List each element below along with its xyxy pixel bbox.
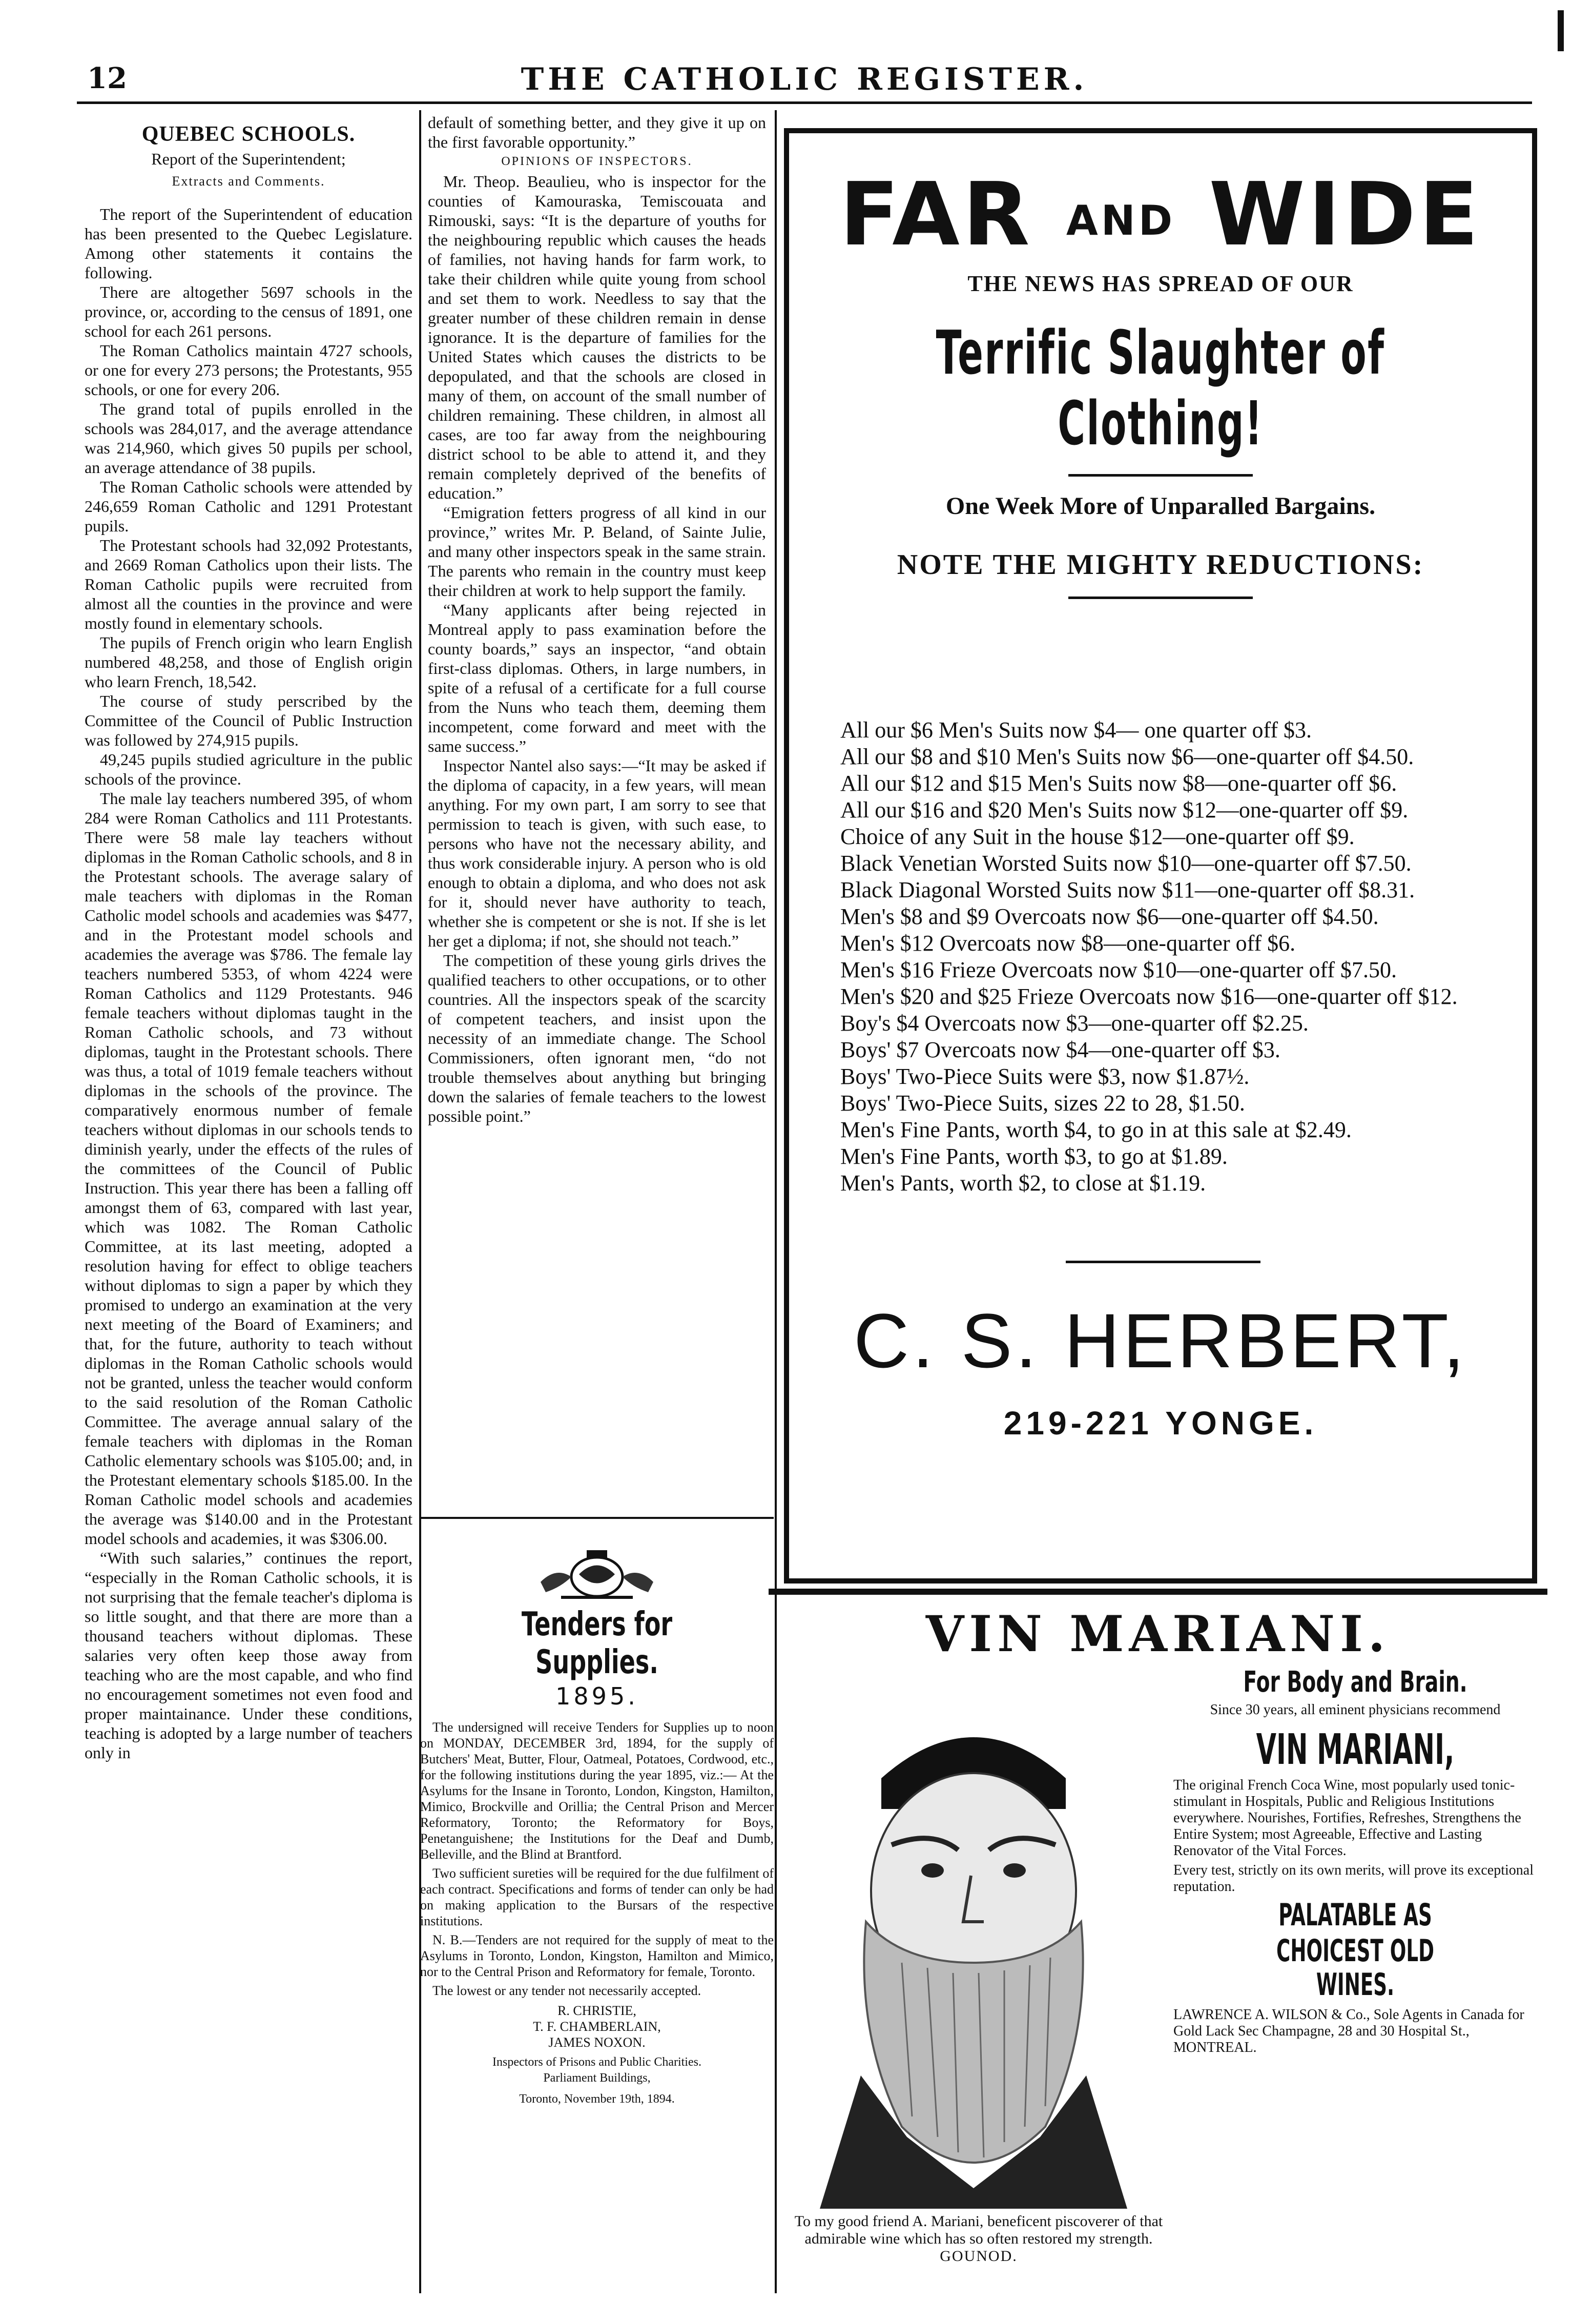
signatory: R. CHRISTIE,	[557, 2003, 636, 2018]
paragraph: Mr. Theop. Beaulieu, who is inspector for the counties of Kamouraska, Temiscouata and Rimouski, says: “It is the departure of youths for the neighbouring republic which causes the heads of families, not having hands for farm work, to take their children while quite young from school and set them to work. Needless to say that the greater number of these children remain in dense ignorance. It is the departure of families for the United States which causes the districts to be depopulated, and that the schools are closed in many of them, on account of the small number of children remaining. These children, in almost all cases, are too far away from the neighbouring district school to be able to attend it, and they remain completely deprived of the benefits of education.”	[428, 172, 766, 502]
paragraph: The Protestant schools had 32,092 Protestants, and 2669 Roman Catholics upon their lists. The Roman Catholic pupils were recruited from almost all the counties in the province and were mostly found in elementary schools.	[85, 536, 412, 632]
caption-text: To my good friend A. Mariani, beneficent piscoverer of that admirable wine which has so often restored my strength.	[794, 2213, 1163, 2247]
vin-test-line: Every test, strictly on its own merits, will prove its exceptional reputation.	[1173, 1862, 1534, 1895]
since-line: Since 30 years, all eminent physicians recommend	[1210, 1702, 1501, 1718]
price-item: Men's $16 Frieze Overcoats now $10—one-quarter off $7.50.	[840, 957, 1397, 982]
ad-rule	[1068, 474, 1253, 477]
one-week-line: One Week More of Unparalled Bargains.	[945, 492, 1376, 520]
paragraph: The competition of these young girls drives the qualified teachers to other occupations, or to other countries. All the inspectors speak of the scarcity of competent teachers, and insist upon the necessity of an immediate change. The School Commissioners, often ignorant men, “do not trouble themselves about anything but bringing down the salaries of female teachers to the lowest possible point.”	[428, 951, 766, 1125]
portrait-caption	[779, 2213, 1178, 2265]
wide-word: WIDE	[1209, 164, 1482, 265]
paragraph: Inspector Nantel also says:—“It may be asked if the diploma of capacity, in a few years, will mean anything. For my own part, I am sorry to see that permission to teach is given, with such ease, to persons who have not the necessary ability, and thus work considerable injury. A person who is old enough to obtain a diploma, and who does not ask for it, should never have authority to teach, whether she is competent or she is not. If she is let her get a diploma; if not, she should not teach.”	[428, 756, 766, 950]
column-inspectors	[428, 113, 766, 1507]
price-item: Black Venetian Worsted Suits now $10—one-quarter off $7.50.	[840, 851, 1412, 876]
signatory: JAMES NOXON.	[548, 2035, 646, 2050]
note-heading: NOTE THE MIGHTY REDUCTIONS:	[897, 549, 1424, 581]
signatories	[420, 2003, 774, 2050]
price-item: Men's Fine Pants, worth $3, to go at $1.89.	[840, 1144, 1228, 1169]
ad-rule	[1068, 597, 1253, 599]
paragraph: The report of the Superintendent of education has been presented to the Quebec Legislature. Among other statements it contains the following.	[85, 205, 412, 282]
paragraph: The grand total of pupils enrolled in the schools was 284,017, and the average attendance was 214,960, which gives 50 pupils per school, an average attendance of 38 pupils.	[85, 400, 412, 477]
tenders-footer-line: Inspectors of Prisons and Public Charities.	[492, 2055, 701, 2069]
paragraph: The male lay teachers numbered 395, of whom 284 were Roman Catholics and 111 Protestants. There were 58 male lay teachers without diplomas in the Roman Catholic schools, and 8 in the Protestant schools. The average salary of male teachers with diplomas in the Roman Catholic model schools and academies was $477, and in the Protestant model schools and academies the average was $786. The female lay teachers numbered 5353, of whom 4224 were Roman Catholics and 1129 Protestants. 946 female teachers without diplomas taught in the Roman Catholic schools, and 73 without diplomas, taught in the Protestant schools. There was thus, a total of 1019 female teachers without diplomas in the schools of the province. The comparatively enormous number of female teachers without diplomas in our schools tends to diminish yearly, under the effects of the rules of the committees of the Council of Public Instruction. This year there has been a falling off amongst them of 63, compared with last year, which was 1082. The Roman Catholic Committee, at its last meeting, adopted a resolution having for effect to oblige teachers without diplomas to sign a paper by which they promised to undergo an examination at the very next meeting of the Board of Examiners; and that, for the future, authority to teach without diplomas in the Roman Catholic schools would not be granted, unless the teacher would conform to the said resolution of the Roman Catholic Committee. The average annual salary of the female teachers with diplomas in the Roman Catholic elementary schools was $105.00; and, in the Protestant elementary schools $185.00. In the Roman Catholic model schools and academies the average was $140.00 and in the Protestant model schools and academies, it was $306.00.	[85, 789, 412, 1548]
paragraph: 49,245 pupils studied agriculture in the public schools of the province.	[85, 750, 412, 788]
herbert-name: C. S. HERBERT,	[853, 1298, 1468, 1384]
paragraph: The Roman Catholic schools were attended by 246,659 Roman Catholic and 1291 Protestant pupils.	[85, 478, 412, 535]
price-item: Men's $20 and $25 Frieze Overcoats now $16—one-quarter off $12.	[840, 984, 1458, 1009]
crest-icon	[530, 1546, 664, 1602]
price-list	[840, 717, 1465, 1197]
herbert-address: 219-221 YONGE.	[1003, 1405, 1318, 1442]
article-subtitle-2: Extracts and Comments.	[172, 174, 325, 189]
caption-signature: GOUNOD.	[940, 2248, 1018, 2265]
choicest-line: CHOICEST OLD WINES.	[1276, 1933, 1434, 2003]
news-line: THE NEWS HAS SPREAD OF OUR	[967, 271, 1354, 296]
terrific-headline: Terrific Slaughter of Clothing!	[936, 317, 1385, 459]
price-item: All our $12 and $15 Men's Suits now $8—one-quarter off $6.	[840, 771, 1397, 796]
herbert-advertisement	[784, 128, 1537, 1583]
tenders-paragraph: N. B.—Tenders are not required for the supply of meat to the Asylums in Toronto, London, Kingston, Hamilton and Mimico, nor to the Central Prison and Reformatory for female, Toronto.	[420, 1932, 774, 1979]
vin-mariani-advertisement	[769, 1589, 1547, 2286]
palatable-line: PALATABLE AS	[1278, 1897, 1432, 1933]
price-item: All our $6 Men's Suits now $4— one quarter off $3.	[840, 717, 1312, 743]
edge-mark	[1558, 10, 1564, 51]
far-word: FAR	[839, 164, 1033, 265]
page-number: 12	[87, 61, 127, 95]
tenders-year: 1895.	[555, 1682, 638, 1710]
price-item: Men's $8 and $9 Overcoats now $6—one-quarter off $4.50.	[840, 904, 1379, 929]
article-title: QUEBEC SCHOOLS.	[141, 122, 356, 146]
ad-rule	[1066, 1261, 1260, 1263]
masthead: THE CATHOLIC REGISTER.	[521, 61, 1088, 97]
section-rule	[421, 1517, 774, 1519]
far-and-wide-headline	[789, 164, 1532, 265]
tenders-paragraph: Two sufficient sureties will be required for the due fulfilment of each contract. Specifications and forms of tender can only be had on making application to the Bursars of the respective institutions.	[420, 1866, 774, 1928]
vin-description: The original French Coca Wine, most popularly used tonic-stimulant in Hospitals, Public and Religious Institutions everywhere. Nourishes, Fortifies, Refreshes, Strengthens the Entire System; most Agreeable, Effective and Lasting Renovator of the Vital Forces.	[1173, 1777, 1521, 1859]
price-item: Boys' Two-Piece Suits were $3, now $1.87½.	[840, 1064, 1250, 1089]
paragraph: default of something better, and they give it up on the first favorable opportunity.”	[428, 113, 766, 151]
paragraph: The Roman Catholics maintain 4727 schools, or one for every 273 persons; the Protestants, 955 schools, or one for every 206.	[85, 341, 412, 399]
vin-mariani-text	[1173, 1665, 1537, 2070]
paragraph: “Many applicants after being rejected in Montreal apply to pass examination before the county boards,” says an inspector, “and obtain first-class diplomas. Others, in large numbers, in spite of a refusal of a certificate for a full course from the Nuns who teach them, deeming them incompetent, come forward and meet with the same success.”	[428, 601, 766, 755]
price-item: All our $16 and $20 Men's Suits now $12—one-quarter off $9.	[840, 797, 1409, 822]
and-word: AND	[1066, 197, 1176, 245]
tenders-title: Tenders for Supplies.	[521, 1606, 673, 1681]
tenders-date: Toronto, November 19th, 1894.	[519, 2092, 675, 2106]
price-item: Boys' $7 Overcoats now $4—one-quarter off $3.	[840, 1037, 1280, 1062]
tenders-notice	[420, 1540, 774, 2278]
ad-rule	[769, 1589, 1547, 1595]
tenders-footer	[420, 2054, 774, 2107]
article-subtitle: Report of the Superintendent;	[151, 150, 346, 168]
price-item: Choice of any Suit in the house $12—one-quarter off $9.	[840, 824, 1355, 849]
tenders-paragraph: The lowest or any tender not necessarily accepted.	[432, 1983, 701, 1998]
price-item: Men's Pants, worth $2, to close at $1.19.	[840, 1170, 1206, 1196]
section-heading: OPINIONS OF INSPECTORS.	[501, 155, 693, 168]
vin-mariani-heading: VIN MARIANI.	[925, 1605, 1391, 1663]
vin-mariani-brand: VIN MARIANI,	[1256, 1725, 1455, 1774]
price-item: Men's $12 Overcoats now $8—one-quarter off $6.	[840, 931, 1296, 956]
tenders-footer-line: Parliament Buildings,	[543, 2071, 651, 2085]
paragraph: The pupils of French origin who learn English numbered 48,258, and those of English origin who learn French, 18,542.	[85, 633, 412, 691]
signatory: T. F. CHAMBERLAIN,	[533, 2019, 661, 2034]
column-quebec-schools	[85, 113, 412, 2296]
price-item: All our $8 and $10 Men's Suits now $6—one-quarter off $4.50.	[840, 744, 1414, 769]
paragraph: There are altogether 5697 schools in the province, or, according to the census of 1891, one school for each 261 persons.	[85, 283, 412, 340]
price-item: Boy's $4 Overcoats now $3—one-quarter off $2.25.	[840, 1011, 1309, 1036]
price-item: Black Diagonal Worsted Suits now $11—one-quarter off $8.31.	[840, 877, 1415, 902]
tenders-paragraph: The undersigned will receive Tenders for Supplies up to noon on MONDAY, DECEMBER 3rd, 1894, for the supply of Butchers' Meat, Butter, Flour, Oatmeal, Potatoes, Cordwood, etc., for the following institutions during the year 1895, viz.:— At the Asylums for the Insane in Toronto, London, Kingston, Hamilton, Mimico, Brockville and Orillia; the Central Prison and Mercer Reformatory, Toronto; the Reformatory for Boys, Penetanguishene; the Institutions for the Deaf and Dumb, Belleville, and the Blind at Brantford.	[420, 1720, 774, 1862]
paragraph: The course of study perscribed by the Committee of the Council of Public Instruction was followed by 274,915 pupils.	[85, 692, 412, 749]
header-rule	[77, 101, 1532, 104]
for-body-heading: For Body and Brain.	[1243, 1665, 1467, 1699]
price-item: Boys' Two-Piece Suits, sizes 22 to 28, $1.50.	[840, 1091, 1245, 1116]
paragraph: “Emigration fetters progress of all kind in our province,” writes Mr. P. Beland, of Sainte Julie, and many other inspectors speak in the same strain. The parents who remain in the country must keep their children at work to help support the family.	[428, 503, 766, 600]
agent-line: LAWRENCE A. WILSON & Co., Sole Agents in Canada for Gold Lack Sec Champagne, 28 and 30 Hospital St., MONTREAL.	[1173, 2007, 1524, 2055]
paragraph: “With such salaries,” continues the report, “especially in the Roman Catholic schools, it is not surprising that the female teacher's diploma is so little sought, and that there are more than a thousand teachers without diplomas. These salaries very often keep those away from teaching who are the most capable, and who find no encouragement sometimes not even food and proper maintainance. Under these conditions, teaching is adopted by a large number of teachers only in	[85, 1549, 412, 1762]
gounod-portrait-icon	[789, 1676, 1158, 2209]
price-item: Men's Fine Pants, worth $4, to go in at this sale at $2.49.	[840, 1117, 1352, 1142]
page-header	[77, 56, 1532, 97]
